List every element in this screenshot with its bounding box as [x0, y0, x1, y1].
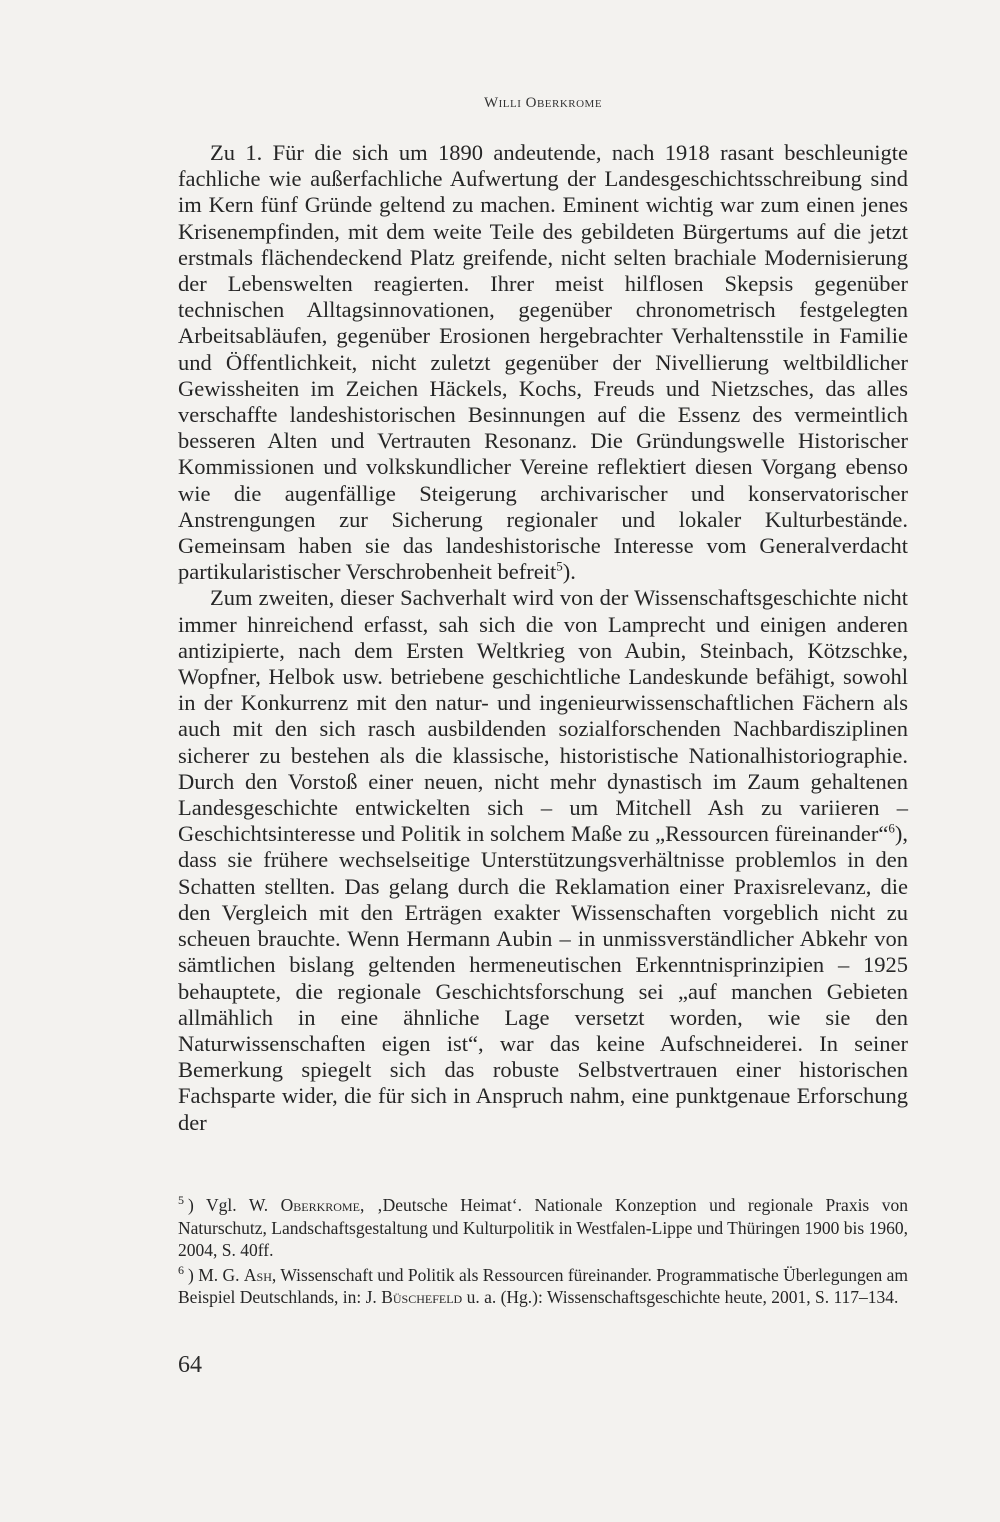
footnote-ref-5[interactable]: 5: [556, 558, 563, 574]
footnote-6: [178, 1264, 908, 1309]
body-text: [178, 140, 908, 1136]
footnote-5-author: Oberkrome: [280, 1195, 360, 1215]
paragraph-1: [178, 140, 908, 585]
footnote-5-mark-close: ): [188, 1195, 194, 1215]
paragraph-1-text: Zu 1. Für die sich um 1890 andeutende, nach 1918 rasant beschleunigte fachliche wie außerfachliche Aufwertung der Landesgeschichtsschreibung sind im Kern fünf Gründe geltend zu machen. Eminent wichtig war zum einen jenes Krisenempfinden, mit dem weite Teile des gebildeten Bürgertums auf die jetzt erstmals flächendeckend Platz greifende, nicht selten brachiale Modernisierung der Lebenswelten reagierten. Ihrer meist hilflosen Skepsis gegenüber technischen Alltagsinnovationen, gegenüber chronometrisch festgelegten Arbeitsabläufen, gegenüber Erosionen hergebrachter Verhaltensstile in Familie und Öffentlichkeit, nicht zuletzt gegenüber der Nivellierung weltbildlicher Gewissheiten im Zeichen Häckels, Kochs, Freuds und Nietzsches, das alles verschaffte landeshistorischen Besinnungen auf die Essenz des vermeintlich besseren Alten und Vertrauten Resonanz. Die Gründungswelle Historischer Kommissionen und volkskundlicher Vereine reflektiert diesen Vorgang ebenso wie die augenfällige Steigerung archivarischer und konservatorischer Anstrengungen zur Sicherung regionaler und lokaler Kulturbestände. Gemeinsam haben sie das landeshistorische Interesse vom Generalverdacht partikularistischer Verschrobenheit befreit: [178, 140, 908, 585]
footnote-5-pre: Vgl. W.: [206, 1195, 281, 1215]
footnote-6-author: Ash: [243, 1264, 272, 1285]
paragraph-2-text-a: Zum zweiten, dieser Sachverhalt wird von der Wissenschaftsgeschichte nicht immer hinreichend erfasst, sah sich die von Lamprecht und einigen anderen antizipierte, nach dem Ersten Weltkrieg von Aubin, Steinbach, Kötzschke, Wopfner, Helbok usw. betriebene geschichtliche Landeskunde befähigt, sowohl in der Konkurrenz mit den natur- und ingenieurwissenschaftlichen Fächern als auch mit den sich rasch ausbildenden sozialforschenden Nachbardisziplinen sicherer zu bestehen als die klassische, historistische Nationalhistoriographie. Durch den Vorstoß einer neuen, nicht mehr dynastisch im Zaum gehaltenen Landesgeschichte entwickelten sich – um Mitchell Ash zu variieren – Geschichtsinteresse und Politik in solchem Maße zu „Ressourcen füreinander“: [178, 585, 908, 847]
paragraph-2-text-b: ), dass sie frühere wechselseitige Unterstützungsverhältnisse problemlos in den Schatten stellten. Das gelang durch die Reklamation einer Praxisrelevanz, die den Vergleich mit den Erträgen exakter Wissenschaften vorgeblich nicht zu scheuen brauchte. Wenn Hermann Aubin – in unmissverständlicher Abkehr von sämtlichen bislang geltenden hermeneutischen Erkenntnisprinzipien – 1925 behauptete, die regionale Geschichtsforschung sei „auf manchen Gebieten allmählich in eine ähnliche Lage versetzt worden, wie sie den Naturwissenschaften eigen ist“, war das keine Aufschneiderei. In seiner Bemerkung spiegelt sich das robuste Selbstvertrauen einer historischen Fachsparte wider, die für sich in Anspruch nahm, eine punktgenaue Erforschung der: [178, 821, 908, 1135]
footnote-6-mid: , Wissenschaft und Politik als Ressourcen füreinander. Programmatische Überlegungen am Beispiel Deutschlands, in: J.: [178, 1264, 909, 1308]
footnote-6-mark: 6: [178, 1262, 184, 1277]
paragraph-1-tail: ).: [562, 559, 576, 585]
page-number: 64: [178, 1352, 202, 1378]
footnote-6-mark-close: ): [188, 1264, 194, 1285]
footnote-ref-6[interactable]: 6: [888, 820, 895, 836]
footnote-5-text: , ‚Deutsche Heimat‘. Nationale Konzeption und regionale Praxis von Naturschutz, Landschaftsgestaltung und Kulturpolitik in Westfalen-Lippe und Thüringen 1900 bis 1960, 2004, S. 40ff.: [178, 1195, 908, 1261]
paragraph-2: [178, 585, 908, 1135]
footnote-6-pre: M. G.: [198, 1264, 244, 1285]
footnote-6-text: u. a. (Hg.): Wissenschaftsgeschichte heute, 2001, S. 117–134.: [462, 1287, 899, 1308]
footnote-5: [178, 1194, 908, 1262]
footnotes: [178, 1194, 908, 1311]
footnote-6-author-2: Büschefeld: [381, 1287, 463, 1308]
footnote-5-mark: 5: [178, 1193, 184, 1208]
running-head: Willi Oberkrome: [483, 95, 603, 111]
